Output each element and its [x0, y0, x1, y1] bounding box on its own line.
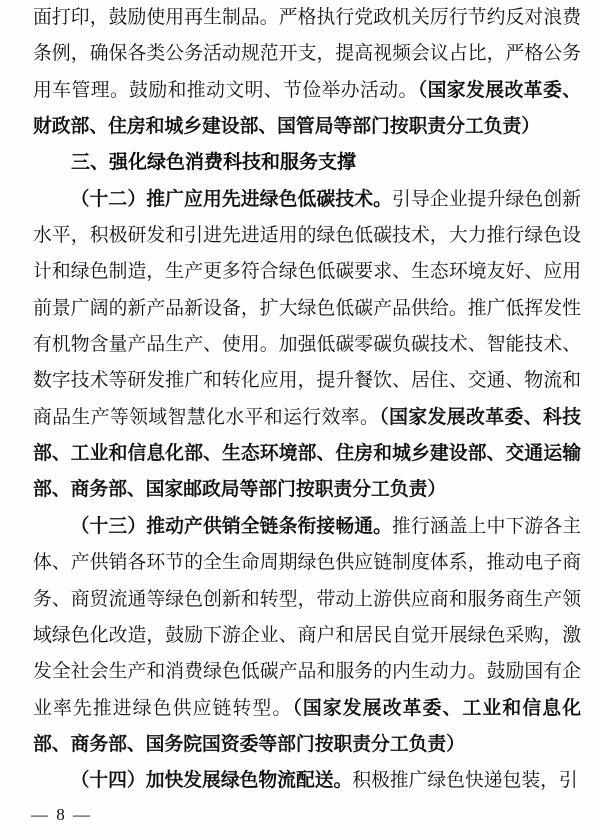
- item-lead-sentence: （十三）推动产供销全链条衔接畅通。: [70, 515, 393, 537]
- page-number: — 8 —: [31, 805, 92, 824]
- paragraph-body-text: 面打印，鼓励使用再生制品。严格执行党政机关厉行节约反对浪费条例，确保各类公务活动规范开支，提高视频会议占比，严格公务用车管理。鼓励和推动文明、节俭举办活动。: [33, 7, 581, 101]
- paragraph-body-text: 推行涵盖上中下游各主体、产供销各环节的全生命周期绿色供应链制度体系，推动电子商务、商贸流通等绿色创新和转型，带动上游供应商和服务商生产领域绿色化改造，鼓励下游企业、商户和居民自觉开展绿色采购，激发全社会生产和消费绿色低碳产品和服务的内生动力。鼓励国有企业率先推进绿色供应链转型。: [33, 515, 582, 719]
- paragraph-item-14: [33, 763, 581, 799]
- responsibility-clause: （国家发展改革委、财政部、住房和城乡建设部、国管局等部门按职责分工负责）: [33, 79, 582, 138]
- document-text-block: [33, 0, 581, 800]
- paragraph-item-12: [33, 182, 581, 509]
- responsibility-clause: （国家发展改革委、科技部、工业和信息化部、生态环境部、住房和城乡建设部、交通运输部、商务部、国家邮政局等部门按职责分工负责）: [33, 406, 581, 501]
- paragraph-continuation: [33, 0, 581, 145]
- paragraph-body-text: 积极推广绿色快递包装，引: [352, 770, 578, 792]
- paragraph-item-13: [33, 509, 581, 763]
- item-lead-sentence: （十二）推广应用先进绿色低碳技术。: [70, 188, 393, 210]
- responsibility-clause: （国家发展改革委、工业和信息化部、商务部、国务院国资委等部门按职责分工负责）: [33, 697, 582, 755]
- item-lead-sentence: （十四）加快发展绿色物流配送。: [70, 770, 353, 792]
- section-heading: 三、强化绿色消费科技和服务支撑: [71, 152, 357, 174]
- paragraph-body-text: 引导企业提升绿色创新水平，积极研发和引进先进适用的绿色低碳技术，大力推行绿色设计和绿色制造，生产更多符合绿色低碳要求、生态环境友好、应用前景广阔的新产品新设备，扩大绿色低碳产品供给。推广低挥发性有机物含量产品生产、使用。加强低碳零碳负碳技术、智能技术、数字技术等研发推广和转化应用，提升餐饮、居住、交通、物流和商品生产等领域智慧化水平和运行效率。: [33, 188, 582, 428]
